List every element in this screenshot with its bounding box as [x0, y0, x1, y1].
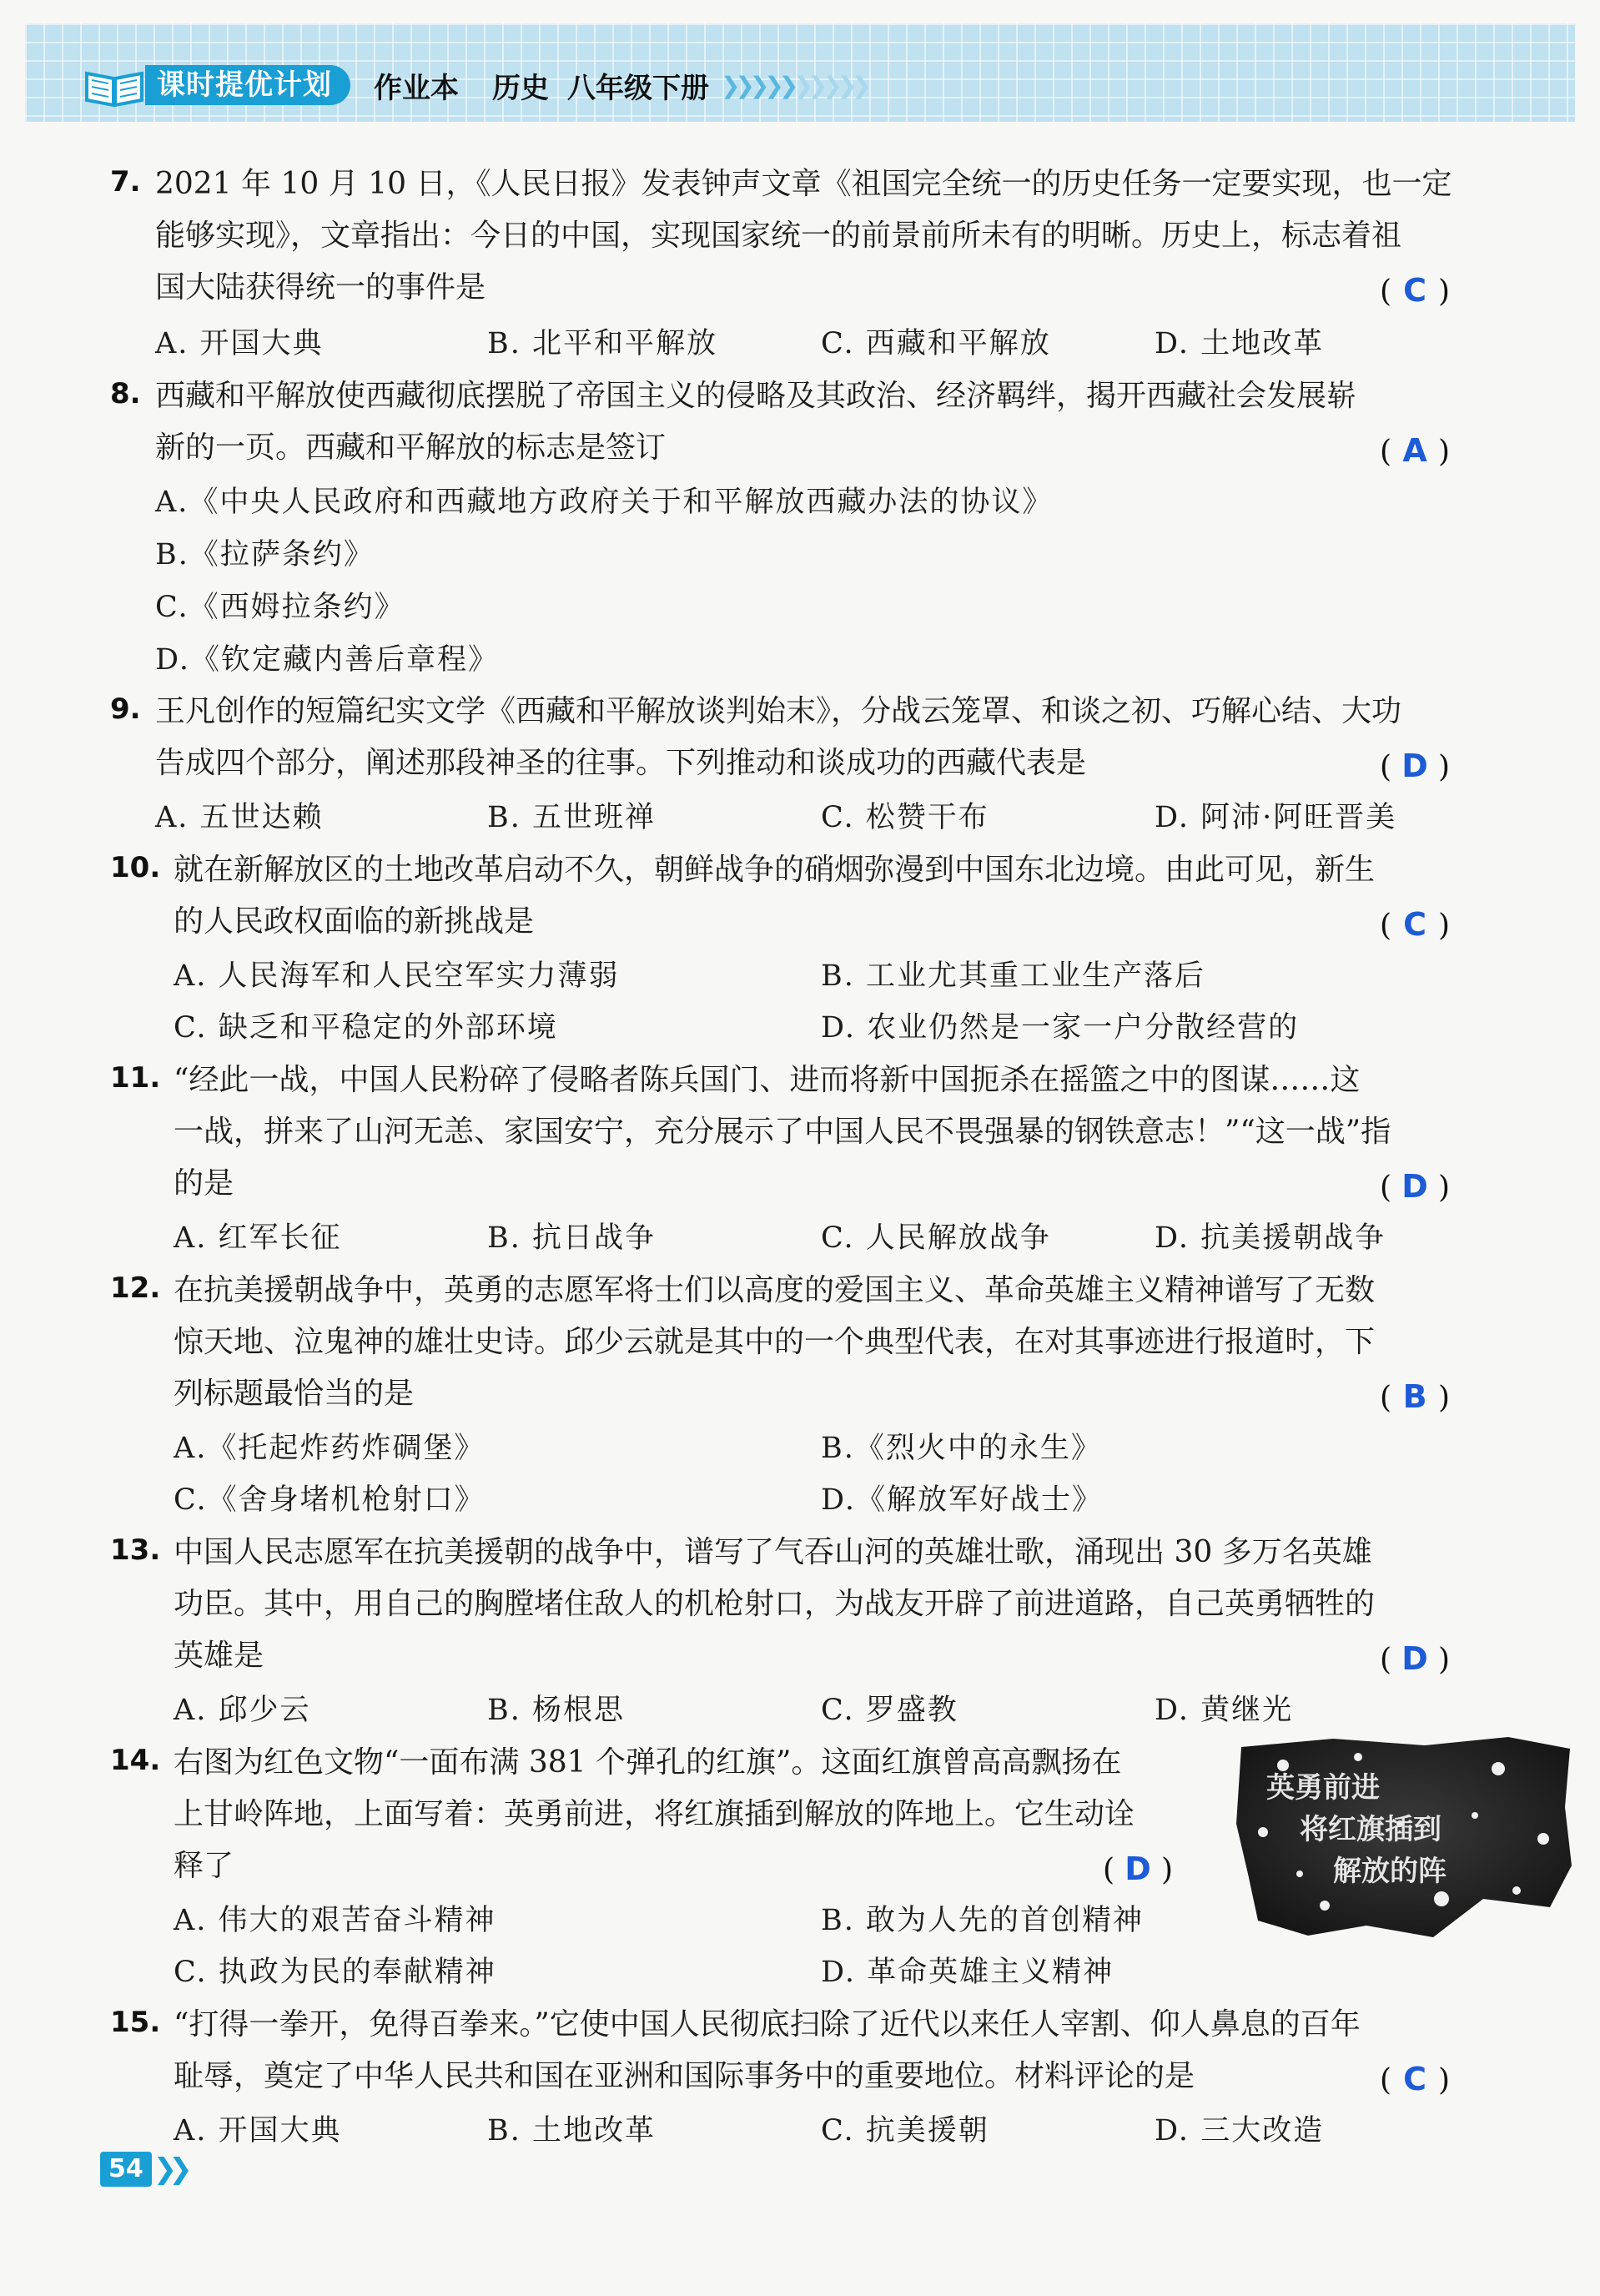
option-a: A. 开国大典 [174, 2114, 342, 2147]
answer-bracket: ( D ) [1380, 748, 1451, 784]
option-a: A.《中央人民政府和西藏地方政府关于和平解放西藏办法的协议》 [155, 486, 1054, 519]
option-b: B. 土地改革 [487, 2114, 656, 2147]
answer-bracket: ( C ) [1380, 272, 1451, 309]
question-number: 12. [110, 1271, 161, 1305]
question-stem-line: 王凡创作的短篇纪实文学《西藏和平解放谈判始末》，分战云笼罩、和谈之初、巧解心结、大功 [155, 694, 1402, 728]
question-stem-line: 能够实现》，文章指出：今日的中国，实现国家统一的前景前所未有的明晰。历史上，标志着祖 [155, 219, 1402, 253]
option-c: C. 抗美援朝 [821, 2114, 989, 2147]
question-stem-line: 英雄是 [174, 1639, 264, 1673]
option-d: D. 抗美援朝战争 [1155, 1221, 1386, 1255]
question-stem-line: 就在新解放区的土地改革启动不久，朝鲜战争的硝烟弥漫到中国东北边境。由此可见，新生 [174, 853, 1376, 887]
option-b: B.《烈火中的永生》 [821, 1432, 1102, 1465]
double-chevron-icon: ❯❯ [153, 2152, 184, 2186]
question-number: 9. [110, 692, 141, 726]
series-title: 课时提优计划 [145, 65, 350, 105]
question-stem-line: 惊天地、泣鬼神的雄壮史诗。邱少云就是其中的一个典型代表，在对其事迹进行报道时，下 [174, 1325, 1376, 1359]
flag-text-line: 将红旗插到 [1300, 1813, 1442, 1846]
option-a: A. 邱少云 [174, 1694, 311, 1727]
option-c: C.《西姆拉条约》 [155, 591, 405, 624]
question-number: 8. [110, 377, 141, 410]
question-stem-line: 西藏和平解放使西藏彻底摆脱了帝国主义的侵略及其政治、经济羁绊，揭开西藏社会发展崭 [155, 379, 1357, 413]
page-number-badge [100, 2151, 184, 2188]
option-d: D.《解放军好战士》 [821, 1483, 1103, 1517]
question-number: 10. [110, 851, 161, 884]
answer-bracket: ( D ) [1103, 1850, 1174, 1887]
answer-bracket: ( C ) [1380, 906, 1451, 943]
question-stem-line: 的人民政权面临的新挑战是 [174, 904, 535, 939]
option-d: D. 土地改革 [1155, 327, 1325, 360]
answer-bracket: ( B ) [1380, 1378, 1451, 1415]
option-c: C. 人民解放战争 [821, 1221, 1051, 1255]
flag-text-line: 解放的阵 [1333, 1855, 1447, 1888]
question-stem-line: 国大陆获得统一的事件是 [155, 270, 486, 305]
question-stem-line: “经此一战，中国人民粉碎了侵略者陈兵国门、进而将新中国扼杀在摇篮之中的图谋……这 [174, 1063, 1361, 1097]
question-number: 14. [110, 1744, 161, 1777]
question-stem-line: 的是 [174, 1166, 234, 1201]
option-c: C. 缺乏和平稳定的外部环境 [174, 1011, 558, 1045]
option-b: B. 敢为人先的首创精神 [821, 1904, 1144, 1937]
question-stem-line: “打得一拳开，免得百拳来。”它使中国人民彻底扫除了近代以来任人宰割、仰人鼻息的百年 [174, 2007, 1361, 2042]
answer-letter: C [1403, 2061, 1426, 2097]
option-a: A. 开国大典 [155, 327, 324, 360]
subject: 历史 [492, 71, 549, 105]
option-a: A.《托起炸药炸碉堡》 [174, 1432, 486, 1465]
option-b: B. 抗日战争 [487, 1221, 656, 1255]
option-c: C. 松赞干布 [821, 801, 989, 834]
chevrons-decoration: ❯❯❯❯❯❯❯❯❯❯ [721, 71, 867, 99]
page-number: 54 [100, 2152, 152, 2187]
book-type: 作业本 [374, 71, 459, 105]
option-a: A. 人民海军和人民空军实力薄弱 [174, 959, 620, 993]
question-number: 13. [110, 1533, 161, 1567]
answer-bracket: ( D ) [1380, 1640, 1451, 1677]
option-b: B. 五世班禅 [487, 801, 656, 834]
question-stem-line: 2021 年 10 月 10 日，《人民日报》发表钟声文章《祖国完全统一的历史任务一定要实现，也一定 [155, 167, 1452, 201]
flag-text-line: 英勇前进 [1266, 1771, 1380, 1805]
answer-letter: D [1401, 748, 1428, 784]
question-stem-line: 新的一页。西藏和平解放的标志是签订 [155, 430, 667, 465]
option-d: D. 农业仍然是一家一户分散经营的 [821, 1011, 1300, 1045]
question-stem-line: 上甘岭阵地，上面写着：英勇前进，将红旗插到解放的阵地上。它生动诠 [174, 1797, 1135, 1831]
option-b: B. 工业尤其重工业生产落后 [821, 959, 1205, 993]
header-bar [83, 62, 867, 108]
answer-letter: D [1125, 1850, 1151, 1887]
question-stem-line: 在抗美援朝战争中，英勇的志愿军将士们以高度的爱国主义、革命英雄主义精神谱写了无数 [174, 1273, 1376, 1307]
question-stem-line: 列标题最恰当的是 [174, 1377, 415, 1411]
answer-letter: D [1401, 1168, 1428, 1205]
question-stem-line: 功臣。其中，用自己的胸膛堵住敌人的机枪射口，为战友开辟了前进道路，自己英勇牺牲的 [174, 1587, 1376, 1621]
question-number: 15. [110, 2006, 161, 2039]
answer-letter: D [1401, 1640, 1428, 1677]
question-number: 11. [110, 1061, 161, 1095]
option-d: D.《钦定藏内善后章程》 [155, 643, 499, 677]
question-stem-line: 释了 [174, 1849, 234, 1883]
question-stem-line: 右图为红色文物“一面布满 381 个弹孔的红旗”。这面红旗曾高高飘扬在 [174, 1745, 1122, 1780]
answer-letter: B [1402, 1378, 1427, 1415]
option-d: D. 阿沛·阿旺晋美 [1155, 801, 1397, 834]
question-stem-line: 告成四个部分，阐述那段神圣的往事。下列推动和谈成功的西藏代表是 [155, 746, 1087, 780]
question-stem-line: 中国人民志愿军在抗美援朝的战争中，谱写了气吞山河的英雄壮歌，涌现出 30 多万名英雄 [174, 1535, 1372, 1569]
option-a: A. 五世达赖 [155, 801, 324, 834]
book-icon [83, 62, 145, 108]
red-flag-relic-photo [1233, 1732, 1575, 1942]
question-number: 7. [110, 165, 141, 199]
option-b: B. 北平和平解放 [487, 327, 717, 360]
option-d: D. 三大改造 [1155, 2114, 1325, 2147]
answer-letter: C [1403, 906, 1426, 943]
grade: 八年级下册 [567, 71, 709, 105]
answer-letter: A [1402, 432, 1427, 469]
option-d: D. 革命英雄主义精神 [821, 1956, 1114, 1989]
option-a: A. 红军长征 [174, 1221, 342, 1255]
option-b: B. 杨根思 [487, 1694, 625, 1727]
option-c: C. 西藏和平解放 [821, 327, 1051, 360]
answer-bracket: ( D ) [1380, 1168, 1451, 1205]
answer-bracket: ( A ) [1380, 432, 1451, 469]
question-stem-line: 耻辱，奠定了中华人民共和国在亚洲和国际事务中的重要地位。材料评论的是 [174, 2059, 1195, 2093]
answer-bracket: ( C ) [1380, 2061, 1451, 2097]
option-b: B.《拉萨条约》 [155, 538, 375, 571]
option-d: D. 黄继光 [1155, 1694, 1294, 1727]
question-stem-line: 一战，拼来了山河无恙、家国安宁，充分展示了中国人民不畏强暴的钢铁意志！”“这一战”指 [174, 1115, 1391, 1149]
answer-letter: C [1403, 272, 1426, 309]
option-c: C. 执政为民的奉献精神 [174, 1956, 496, 1989]
option-c: C. 罗盛教 [821, 1694, 958, 1727]
option-c: C.《舍身堵机枪射口》 [174, 1483, 486, 1517]
option-a: A. 伟大的艰苦奋斗精神 [174, 1904, 496, 1937]
